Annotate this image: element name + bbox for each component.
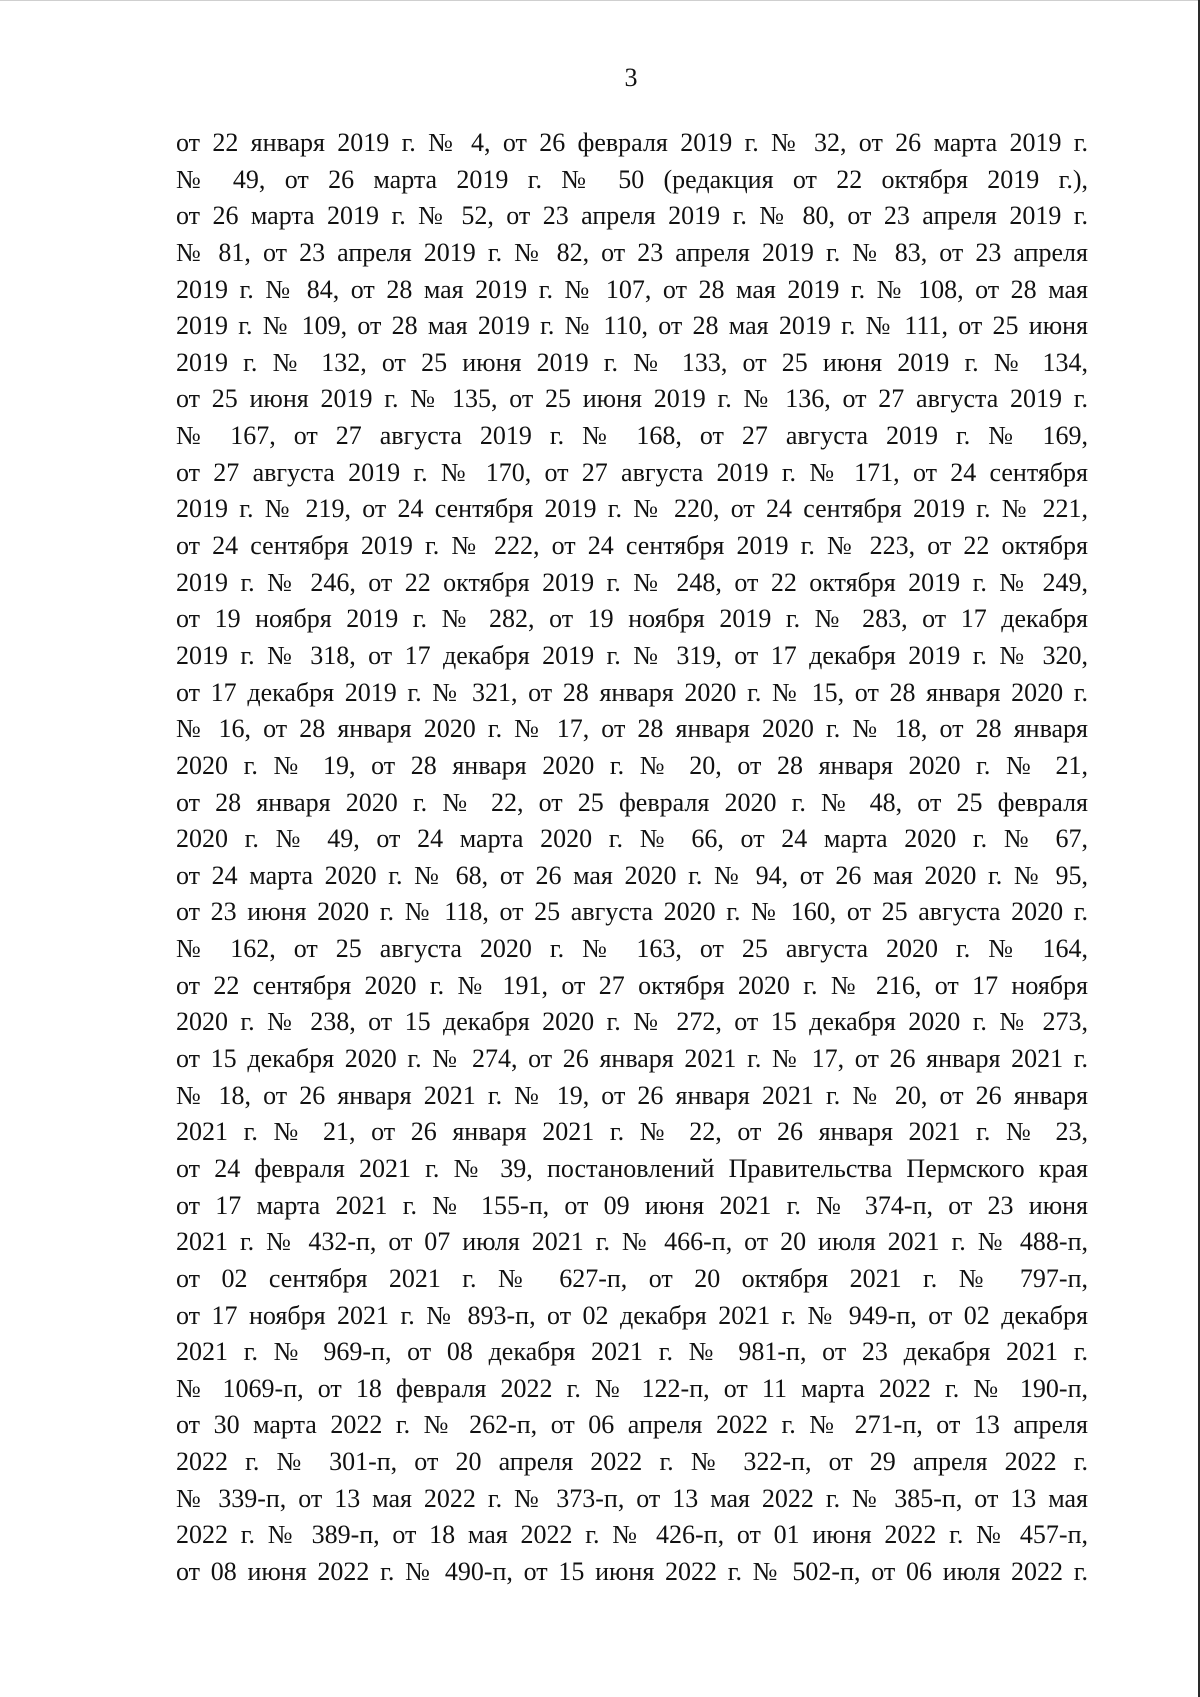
text-line: от 27 августа 2019 г. № 170, от 27 августа 2019 г. № 171, от 24 сентября [176, 457, 1088, 487]
text-line: 2021 г. № 969-п, от 08 декабря 2021 г. № 981-п, от 23 декабря 2021 г. [176, 1337, 1088, 1367]
text-line: от 08 июня 2022 г. № 490-п, от 15 июня 2022 г. № 502-п, от 06 июля 2022 г. [176, 1556, 1088, 1586]
text-line: от 19 ноября 2019 г. № 282, от 19 ноября 2019 г. № 283, от 17 декабря [176, 604, 1088, 634]
text-line: 2022 г. № 389-п, от 18 мая 2022 г. № 426-п, от 01 июня 2022 г. № 457-п, [176, 1520, 1088, 1550]
text-line: от 30 марта 2022 г. № 262-п, от 06 апреля 2022 г. № 271-п, от 13 апреля [176, 1410, 1088, 1440]
text-line: от 17 декабря 2019 г. № 321, от 28 января 2020 г. № 15, от 28 января 2020 г. [176, 677, 1088, 707]
text-line: № 167, от 27 августа 2019 г. № 168, от 27 августа 2019 г. № 169, [176, 421, 1088, 451]
text-line: от 22 сентября 2020 г. № 191, от 27 октября 2020 г. № 216, от 17 ноября [176, 970, 1088, 1000]
text-line: 2019 г. № 84, от 28 мая 2019 г. № 107, от 28 мая 2019 г. № 108, от 28 мая [176, 274, 1088, 304]
text-line: от 25 июня 2019 г. № 135, от 25 июня 2019 г. № 136, от 27 августа 2019 г. [176, 384, 1088, 414]
text-line: 2019 г. № 246, от 22 октября 2019 г. № 248, от 22 октября 2019 г. № 249, [176, 567, 1088, 597]
text-line: от 17 ноября 2021 г. № 893-п, от 02 декабря 2021 г. № 949-п, от 02 декабря [176, 1300, 1088, 1330]
text-line: № 18, от 26 января 2021 г. № 19, от 26 января 2021 г. № 20, от 26 января [176, 1080, 1088, 1110]
body-paragraph [176, 125, 1088, 1591]
text-line: № 162, от 25 августа 2020 г. № 163, от 25 августа 2020 г. № 164, [176, 934, 1088, 964]
text-line: № 81, от 23 апреля 2019 г. № 82, от 23 апреля 2019 г. № 83, от 23 апреля [176, 237, 1088, 267]
page-top-edge [0, 0, 1200, 1]
page-number: 3 [624, 63, 638, 92]
text-line: от 24 марта 2020 г. № 68, от 26 мая 2020 г. № 94, от 26 мая 2020 г. № 95, [176, 860, 1088, 890]
text-line: от 26 марта 2019 г. № 52, от 23 апреля 2019 г. № 80, от 23 апреля 2019 г. [176, 201, 1088, 231]
text-line: от 23 июня 2020 г. № 118, от 25 августа 2020 г. № 160, от 25 августа 2020 г. [176, 897, 1088, 927]
text-line: № 16, от 28 января 2020 г. № 17, от 28 января 2020 г. № 18, от 28 января [176, 714, 1088, 744]
text-line: № 1069-п, от 18 февраля 2022 г. № 122-п, от 11 марта 2022 г. № 190-п, [176, 1373, 1088, 1403]
text-line: 2021 г. № 432-п, от 07 июля 2021 г. № 466-п, от 20 июля 2021 г. № 488-п, [176, 1227, 1088, 1257]
text-line: от 22 января 2019 г. № 4, от 26 февраля 2019 г. № 32, от 26 марта 2019 г. [176, 128, 1088, 157]
text-line: 2019 г. № 109, от 28 мая 2019 г. № 110, от 28 мая 2019 г. № 111, от 25 июня [176, 311, 1088, 341]
text-line: № 339-п, от 13 мая 2022 г. № 373-п, от 13 мая 2022 г. № 385-п, от 13 мая [176, 1483, 1088, 1513]
text-line: от 24 февраля 2021 г. № 39, постановлений Правительства Пермского края [176, 1153, 1088, 1183]
text-line: 2020 г. № 49, от 24 марта 2020 г. № 66, от 24 марта 2020 г. № 67, [176, 824, 1088, 854]
text-line: 2019 г. № 219, от 24 сентября 2019 г. № 220, от 24 сентября 2019 г. № 221, [176, 494, 1088, 524]
text-line: 2019 г. № 132, от 25 июня 2019 г. № 133, от 25 июня 2019 г. № 134, [176, 347, 1088, 377]
text-line: 2020 г. № 19, от 28 января 2020 г. № 20, от 28 января 2020 г. № 21, [176, 750, 1088, 780]
text-line: от 15 декабря 2020 г. № 274, от 26 января 2021 г. № 17, от 26 января 2021 г. [176, 1044, 1088, 1074]
text-line: 2020 г. № 238, от 15 декабря 2020 г. № 272, от 15 декабря 2020 г. № 273, [176, 1007, 1088, 1037]
text-line: от 17 марта 2021 г. № 155-п, от 09 июня 2021 г. № 374-п, от 23 июня [176, 1190, 1088, 1220]
text-line: от 24 сентября 2019 г. № 222, от 24 сентября 2019 г. № 223, от 22 октября [176, 531, 1088, 561]
text-line: от 02 сентября 2021 г. № 627-п, от 20 октября 2021 г. № 797-п, [176, 1263, 1088, 1293]
text-line: 2021 г. № 21, от 26 января 2021 г. № 22, от 26 января 2021 г. № 23, [176, 1117, 1088, 1147]
text-line: № 49, от 26 марта 2019 г. № 50 (редакция от 22 октября 2019 г.), [176, 164, 1088, 194]
text-line: от 28 января 2020 г. № 22, от 25 февраля 2020 г. № 48, от 25 февраля [176, 787, 1088, 817]
text-line: 2022 г. № 301-п, от 20 апреля 2022 г. № 322-п, от 29 апреля 2022 г. [176, 1447, 1088, 1477]
text-line: 2019 г. № 318, от 17 декабря 2019 г. № 319, от 17 декабря 2019 г. № 320, [176, 640, 1088, 670]
